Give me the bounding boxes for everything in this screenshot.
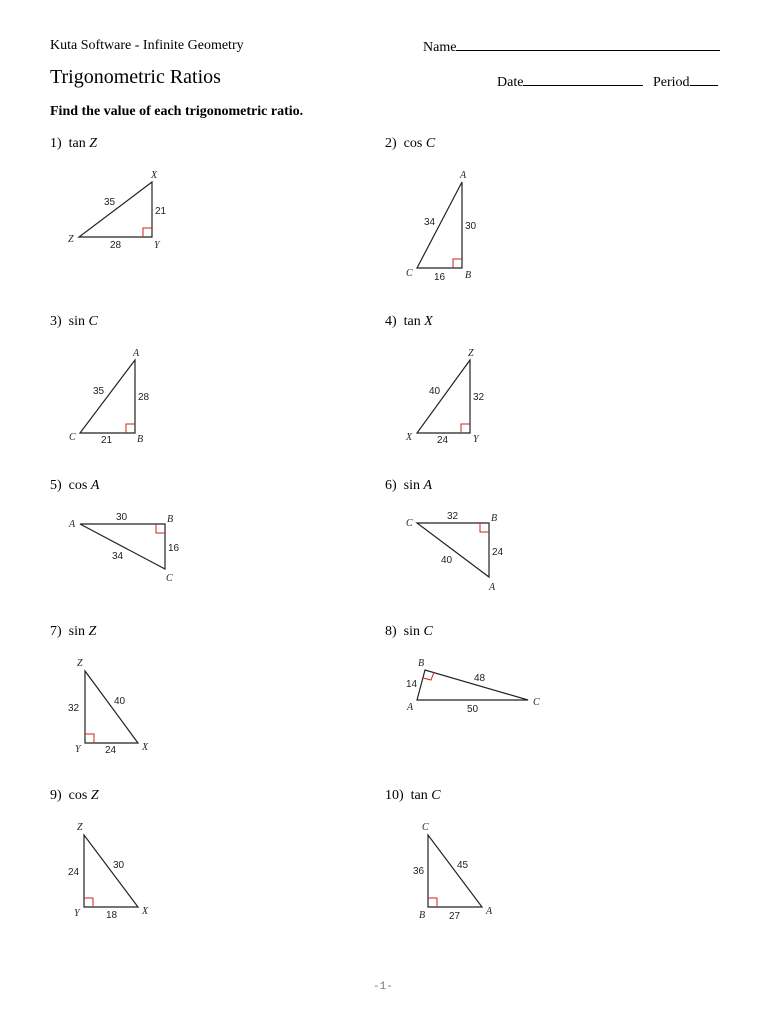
svg-text:40: 40 [429,386,441,397]
page-number: -1- [373,981,393,993]
name-label: Name [423,40,457,55]
svg-text:24: 24 [437,435,449,446]
svg-text:16: 16 [434,272,446,283]
svg-text:Z: Z [68,234,74,245]
svg-text:16: 16 [168,543,180,554]
svg-text:34: 34 [112,551,124,562]
svg-text:Z: Z [77,822,83,833]
svg-text:21: 21 [155,206,167,217]
svg-text:28: 28 [110,240,122,251]
problem-1-label: 1) tan Z [50,136,98,151]
svg-text:Y: Y [74,908,80,919]
problem-4-label: 4) tan X [385,314,433,329]
svg-text:40: 40 [114,696,126,707]
svg-text:Z: Z [77,658,83,669]
problem-2-label: 2) cos C [385,136,436,151]
svg-text:32: 32 [447,511,459,522]
svg-text:C: C [406,518,413,529]
svg-text:B: B [419,910,426,921]
svg-text:A: A [489,582,496,593]
svg-text:24: 24 [68,867,80,878]
svg-text:C: C [533,697,540,708]
problem-7-label: 7) sin Z [50,624,97,639]
svg-text:40: 40 [441,555,453,566]
svg-text:B: B [137,434,144,445]
svg-text:27: 27 [449,911,461,922]
svg-text:B: B [491,513,498,524]
svg-text:A: A [69,519,76,530]
svg-text:45: 45 [457,860,469,871]
publisher-line: Kuta Software - Infinite Geometry [50,38,244,53]
svg-text:24: 24 [105,745,117,756]
svg-text:35: 35 [93,386,105,397]
svg-text:A: A [486,906,493,917]
svg-text:A: A [133,348,140,359]
svg-text:28: 28 [138,392,150,403]
svg-text:A: A [407,702,414,713]
svg-text:X: X [142,906,149,917]
svg-text:B: B [465,270,472,281]
svg-text:34: 34 [424,217,436,228]
problem-10-label: 10) tan C [385,788,441,803]
svg-text:X: X [142,742,149,753]
svg-text:Z: Z [468,348,474,359]
svg-text:C: C [69,432,76,443]
svg-text:C: C [406,268,413,279]
svg-text:Y: Y [75,744,81,755]
svg-text:18: 18 [106,910,118,921]
svg-text:30: 30 [465,221,477,232]
svg-text:B: B [167,514,174,525]
svg-text:X: X [151,170,158,181]
svg-text:24: 24 [492,547,504,558]
svg-text:30: 30 [116,512,128,523]
svg-text:C: C [166,573,173,584]
svg-text:A: A [460,170,467,181]
svg-text:50: 50 [467,704,479,715]
svg-text:48: 48 [474,673,486,684]
svg-text:36: 36 [413,866,425,877]
svg-text:30: 30 [113,860,125,871]
svg-text:35: 35 [104,197,116,208]
problem-6-label: 6) sin A [385,478,433,493]
svg-text:X: X [406,432,413,443]
svg-text:B: B [418,658,425,669]
problem-3-label: 3) sin C [50,314,98,329]
worksheet-title: Trigonometric Ratios [50,66,221,88]
problem-5-label: 5) cos A [50,478,100,493]
svg-text:32: 32 [68,703,80,714]
svg-text:32: 32 [473,392,485,403]
problem-8-label: 8) sin C [385,624,433,639]
instructions: Find the value of each trigonometric ratio. [50,104,304,119]
period-label: Period [653,75,690,90]
svg-text:Y: Y [473,434,479,445]
svg-text:C: C [422,822,429,833]
date-label: Date [497,75,524,90]
svg-text:Y: Y [154,240,160,251]
svg-text:14: 14 [406,679,418,690]
problem-9-label: 9) cos Z [50,788,99,803]
svg-text:21: 21 [101,435,113,446]
